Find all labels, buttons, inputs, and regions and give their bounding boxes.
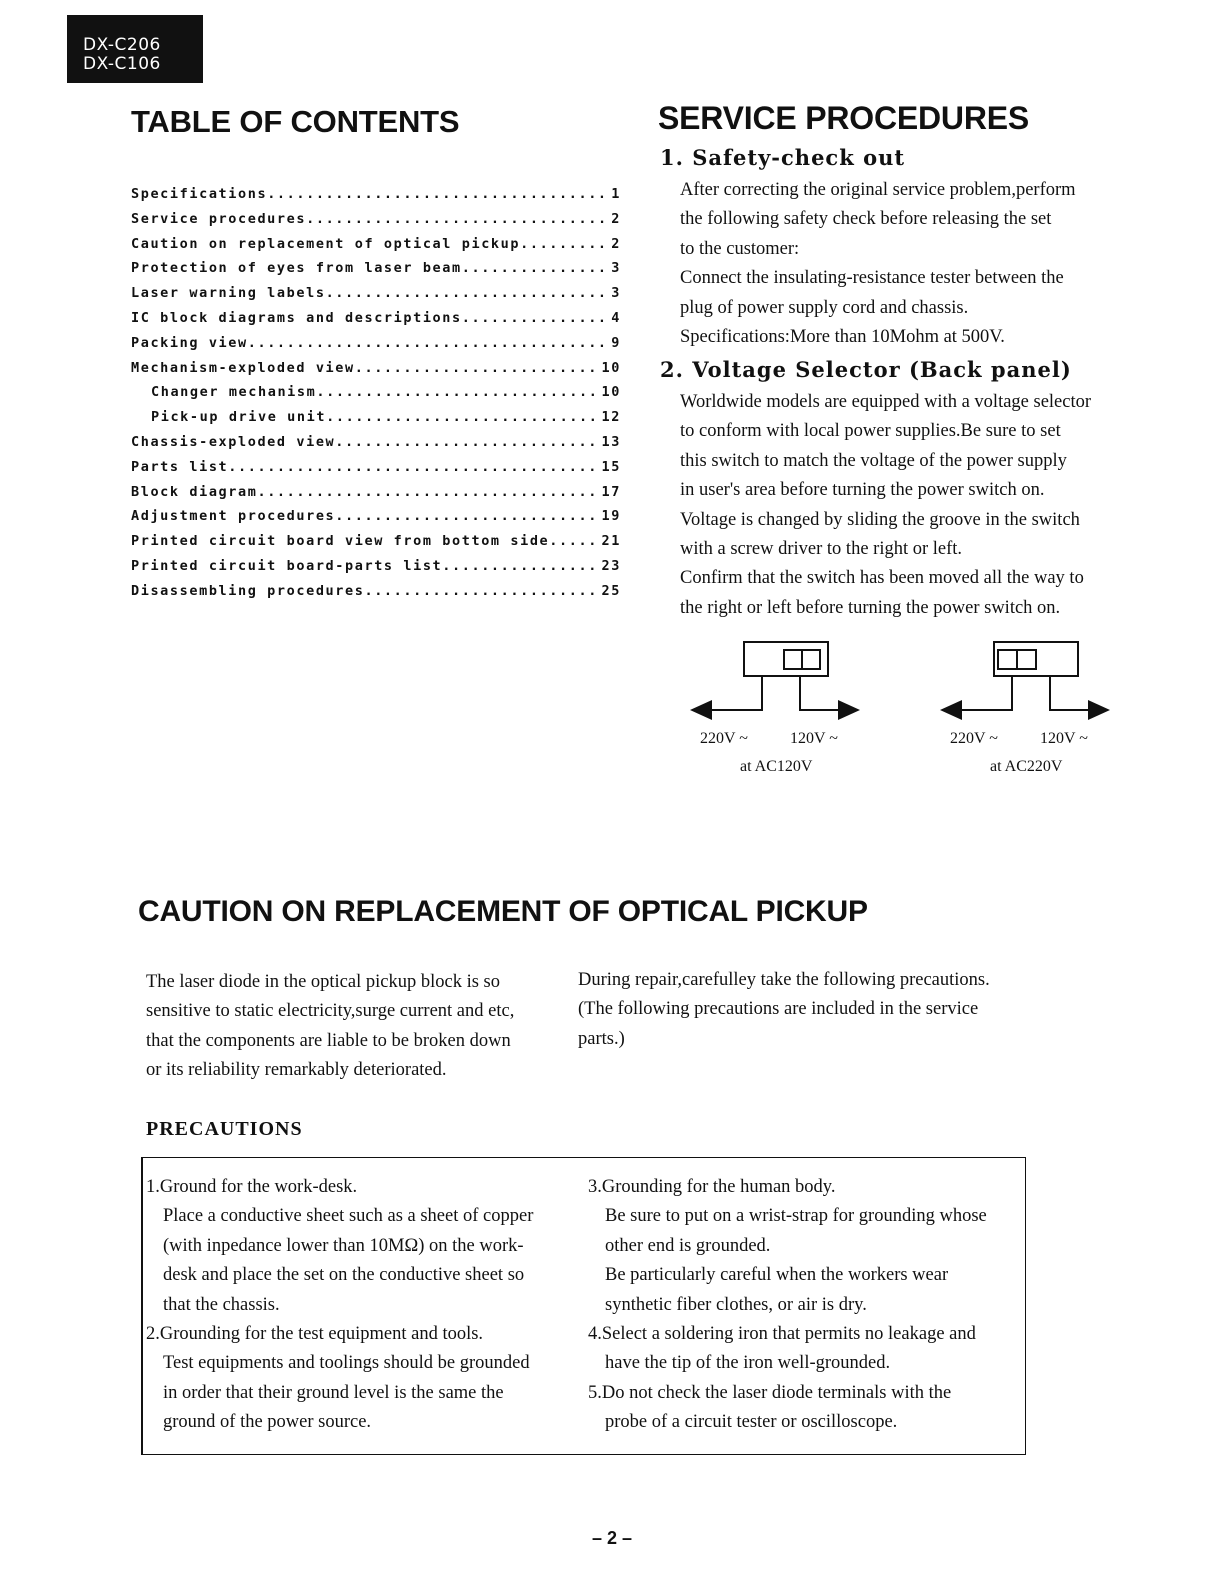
precaution-detail: have the tip of the iron well-grounded. [605, 1353, 891, 1374]
text-line: plug of power supply cord and chassis. [680, 297, 969, 318]
precaution-detail: Test equipments and toolings should be grounded [163, 1353, 530, 1374]
toc-leader-dots [326, 409, 597, 425]
arrow-left-icon [940, 700, 962, 720]
toc-entry [131, 211, 621, 236]
toc-entry [131, 558, 621, 583]
model-line-2: DX-C106 [83, 54, 161, 74]
model-line-1: DX-C206 [83, 35, 161, 55]
precaution-detail: in order that their ground level is the same the [163, 1382, 504, 1403]
toc-entry-label: IC block diagrams and descriptions [131, 309, 462, 326]
toc-leader-dots [335, 508, 597, 524]
toc-entry-label: Specifications [131, 186, 268, 202]
toc-entry-page: 3 [611, 260, 621, 277]
toc-entry [131, 409, 621, 434]
voltage-selector-body [680, 388, 1091, 623]
toc-entry-label: Laser warning labels [131, 285, 326, 302]
toc-entry-label: Changer mechanism [151, 384, 317, 401]
text-line: with a screw driver to the right or left. [680, 539, 963, 560]
toc-leader-dots [549, 533, 597, 549]
voltage-switch-diagram-ac120 [682, 636, 882, 786]
precaution-item: 1.Ground for the work-desk. [146, 1177, 358, 1197]
toc-title: TABLE OF CONTENTS [131, 104, 460, 139]
precaution-item: 5.Do not check the laser diode terminals with the [588, 1382, 952, 1403]
text-line: the right or left before turning the power switch on. [680, 597, 1061, 618]
precaution-item: 2.Grounding for the test equipment and tools. [146, 1324, 484, 1345]
text-line: Confirm that the switch has been moved all the way to [680, 568, 1084, 589]
toc-entry [131, 434, 621, 459]
toc-entry [131, 236, 621, 261]
toc-entry [131, 533, 621, 558]
toc-entry-page: 3 [611, 285, 621, 302]
toc-leader-dots [364, 583, 597, 599]
toc-entry [131, 583, 621, 608]
text-line: Voltage is changed by sliding the groove in the switch [680, 509, 1080, 530]
caution-intro-right [578, 966, 990, 1054]
toc-leader-dots [316, 384, 597, 400]
toc-leader-dots [228, 459, 597, 475]
toc-entry [131, 459, 621, 484]
toc-leader-dots [462, 310, 608, 326]
precautions-right-column [588, 1173, 987, 1438]
voltage-switch-diagram-ac220 [932, 636, 1132, 786]
precaution-item: 3.Grounding for the human body. [588, 1177, 836, 1197]
precautions-left-column [146, 1173, 533, 1438]
switch-housing [744, 642, 828, 676]
label-120v: 120V ~ [790, 730, 838, 747]
text-line: After correcting the original service problem,perform [680, 180, 1076, 200]
precaution-detail: Be sure to put on a wrist-strap for grounding whose [605, 1206, 987, 1227]
toc-entry-label: Protection of eyes from laser beam [131, 260, 462, 277]
arrow-right-icon [838, 700, 860, 720]
text-line: this switch to match the voltage of the power supply [680, 450, 1067, 471]
toc-entry-label: Adjustment procedures [131, 508, 336, 525]
toc-entry [131, 484, 621, 509]
toc-entry-page: 10 [601, 359, 621, 376]
page-number: – 2 – [591, 1528, 633, 1548]
toc-entry-page: 23 [601, 557, 621, 574]
arrow-left-icon [690, 700, 712, 720]
toc-entry-label: Block diagram [131, 483, 258, 500]
precaution-detail: Place a conductive sheet such as a sheet of copper [163, 1206, 534, 1227]
toc-entry [131, 384, 621, 409]
toc-entry-page: 10 [601, 384, 621, 401]
precaution-detail: (with inpedance lower than 10MΩ) on the work- [163, 1235, 524, 1256]
text-line: that the components are liable to be broken down [146, 1030, 511, 1051]
voltage-selector-title: 2. Voltage Selector (Back panel) [660, 357, 1072, 382]
service-procedures-title: SERVICE PROCEDURES [658, 100, 1030, 136]
toc-entry-page: 2 [611, 235, 621, 252]
label-120v: 120V ~ [1040, 730, 1088, 747]
toc-leader-dots [248, 335, 608, 351]
precaution-item: 4.Select a soldering iron that permits no leakage and [588, 1324, 976, 1345]
toc-entry [131, 186, 621, 211]
toc-entry-page: 1 [611, 186, 621, 202]
switch-diagram-graphic [932, 636, 1132, 726]
toc-leader-dots [355, 360, 598, 376]
toc-entry-label: Printed circuit board view from bottom side [131, 533, 550, 550]
toc-leader-dots [462, 260, 608, 276]
toc-entry [131, 285, 621, 310]
toc-leader-dots [267, 186, 607, 202]
label-220v: 220V ~ [950, 730, 998, 747]
toc-entry [131, 310, 621, 335]
text-line: parts.) [578, 1028, 625, 1049]
toc-entry-page: 12 [601, 409, 621, 426]
precaution-detail: Be particularly careful when the workers wear [605, 1265, 949, 1286]
safety-check-title: 1. Safety-check out [660, 145, 906, 170]
precaution-detail: synthetic fiber clothes, or air is dry. [605, 1294, 867, 1315]
toc-entry-page: 4 [611, 309, 621, 326]
text-line: sensitive to static electricity,surge current and etc, [146, 1001, 515, 1022]
precaution-detail: other end is grounded. [605, 1235, 771, 1256]
text-line: to conform with local power supplies.Be sure to set [680, 421, 1061, 442]
toc-entry-page: 17 [601, 483, 621, 500]
toc-entry-page: 2 [611, 210, 621, 227]
toc-entry-page: 19 [601, 508, 621, 525]
diagram-caption: at AC120V [740, 758, 813, 775]
text-line: to the customer: [680, 238, 800, 259]
precautions-title: PRECAUTIONS [146, 1118, 303, 1140]
switch-diagram-graphic [682, 636, 882, 726]
toc-leader-dots [257, 484, 597, 500]
toc-entry-page: 13 [601, 433, 621, 450]
toc-leader-dots [326, 285, 608, 301]
precaution-detail: ground of the power source. [163, 1412, 372, 1433]
text-line: in user's area before turning the power switch on. [680, 480, 1045, 501]
toc-entry-label: Parts list [131, 458, 229, 475]
text-line: the following safety check before releasing the set [680, 209, 1052, 230]
precaution-detail: that the chassis. [163, 1294, 280, 1315]
toc-entry-label: Service procedures [131, 210, 307, 227]
toc-entry [131, 360, 621, 385]
table-of-contents [131, 186, 621, 608]
caution-title: CAUTION ON REPLACEMENT OF OPTICAL PICKUP [138, 895, 868, 928]
precaution-detail: probe of a circuit tester or oscilloscope. [605, 1412, 898, 1433]
text-line: During repair,carefulley take the following precautions. [578, 970, 990, 990]
toc-entry [131, 260, 621, 285]
toc-entry-page: 15 [601, 458, 621, 475]
toc-entry-page: 21 [601, 533, 621, 550]
toc-leader-dots [442, 558, 597, 574]
diagram-caption: at AC220V [990, 758, 1063, 775]
text-line: Specifications:More than 10Mohm at 500V. [680, 327, 1005, 348]
toc-entry-label: Pick-up drive unit [151, 409, 327, 426]
toc-entry-label: Packing view [131, 334, 248, 351]
text-line: Connect the insulating-resistance tester between the [680, 268, 1064, 289]
toc-entry-label: Disassembling procedures [131, 582, 365, 599]
toc-entry [131, 335, 621, 360]
toc-entry-label: Mechanism-exploded view [131, 359, 355, 376]
text-line: (The following precautions are included in the service [578, 999, 979, 1020]
toc-entry-label: Chassis-exploded view [131, 433, 336, 450]
text-line: or its reliability remarkably deteriorated. [146, 1060, 447, 1081]
toc-entry [131, 508, 621, 533]
text-line: Worldwide models are equipped with a voltage selector [680, 392, 1092, 412]
toc-leader-dots [335, 434, 597, 450]
toc-entry-label: Printed circuit board-parts list [131, 557, 443, 574]
model-label-box [67, 15, 203, 83]
toc-leader-dots [306, 211, 607, 227]
text-line: The laser diode in the optical pickup block is so [146, 972, 500, 992]
label-220v: 220V ~ [700, 730, 748, 747]
caution-intro-left [146, 968, 514, 1086]
toc-entry-label: Caution on replacement of optical pickup [131, 235, 521, 252]
arrow-right-icon [1088, 700, 1110, 720]
safety-check-body [680, 176, 1076, 352]
toc-entry-page: 25 [601, 582, 621, 599]
toc-entry-page: 9 [611, 334, 621, 351]
precaution-detail: desk and place the set on the conductive sheet so [163, 1265, 525, 1286]
toc-leader-dots [520, 236, 607, 252]
